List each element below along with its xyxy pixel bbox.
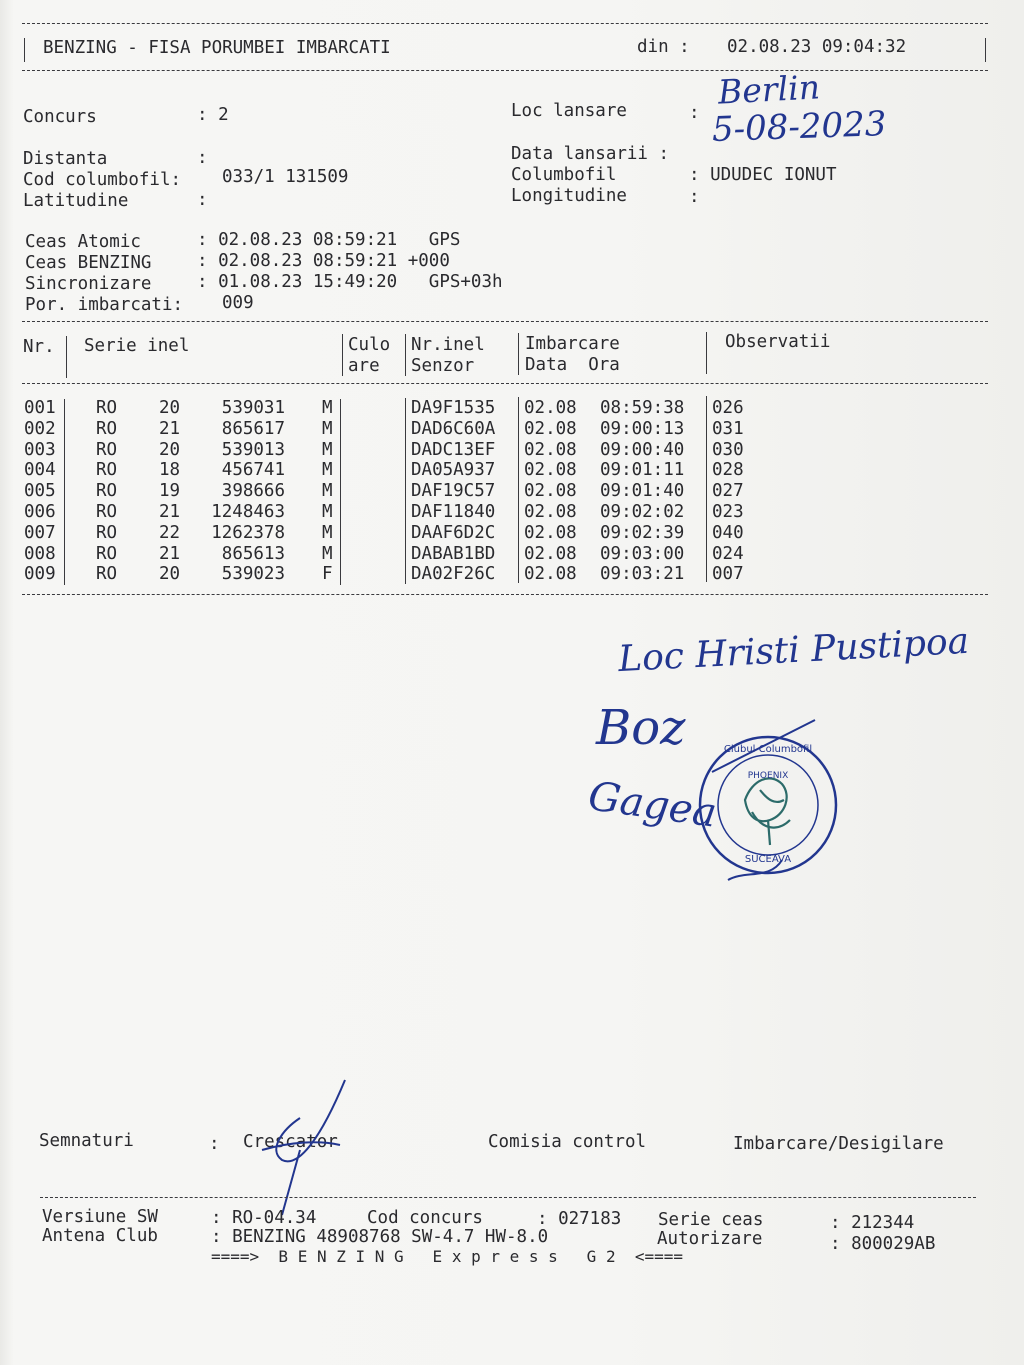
cod-concurs-label: Cod concurs: [367, 1208, 483, 1228]
cell-ora: 09:02:02: [600, 502, 685, 522]
sincronizare-label: Sincronizare: [25, 274, 152, 294]
sincronizare-value: : 01.08.23 15:49:20 GPS+03h: [197, 272, 503, 292]
cell-ora: 09:01:40: [600, 481, 685, 502]
benzing-banner: ====> B E N Z I N G E x p r e s s G 2 <====: [211, 1247, 684, 1266]
cell-tara: RO: [96, 418, 118, 439]
semnaturi-sep: :: [209, 1134, 220, 1154]
cell-nr: 006: [24, 502, 56, 522]
cell-inel: 456741: [221, 460, 285, 481]
serie-ceas-value: : 212344: [830, 1213, 915, 1233]
cell-an: 20: [159, 564, 181, 585]
col-header-nrinel-2: Senzor: [411, 356, 475, 376]
cell-observatii: 024: [712, 543, 744, 564]
cell-nr: 005: [24, 481, 56, 502]
cell-senzor: DA02F26C: [411, 564, 496, 585]
cell-observatii: 023: [712, 502, 744, 522]
cell-observatii: 030: [712, 439, 744, 460]
cell-sex: M: [322, 481, 333, 502]
handwritten-data-lansarii: 5-08-2023: [711, 103, 888, 151]
cell-data: 02.08: [524, 543, 577, 564]
cell-nr: 009: [24, 564, 56, 585]
cell-observatii: 027: [712, 481, 744, 502]
stamp-bottom-text: SUCEAVA: [744, 854, 792, 865]
cell-senzor: DAF19C57: [411, 481, 496, 502]
cell-inel: 865613: [221, 543, 285, 564]
longitudine-value: :: [689, 187, 700, 207]
cell-tara: RO: [96, 543, 118, 564]
stamp-center-text: PHOENIX: [747, 771, 789, 781]
comisia-control-label: Comisia control: [488, 1132, 647, 1152]
cell-an: 21: [159, 543, 181, 564]
concurs-value: : 2: [197, 105, 229, 125]
cell-observatii: 007: [712, 564, 744, 585]
cell-data: 02.08: [524, 481, 577, 502]
cell-senzor: DA05A937: [411, 460, 496, 481]
cell-senzor: DAD6C60A: [411, 418, 496, 439]
cell-ora: 09:03:21: [600, 564, 685, 585]
cell-sex: M: [322, 439, 333, 460]
cell-data: 02.08: [524, 564, 577, 585]
cell-an: 21: [159, 502, 181, 522]
handwritten-name-1: Boz: [596, 700, 686, 756]
cell-an: 19: [159, 481, 181, 502]
cell-nr: 008: [24, 543, 56, 564]
ceas-benzing-label: Ceas BENZING: [25, 253, 152, 273]
cell-an: 18: [159, 460, 181, 481]
cell-tara: RO: [96, 398, 118, 418]
handwritten-name-2: Gagea: [585, 773, 720, 837]
cell-inel: 539013: [221, 439, 285, 460]
cod-columbofil-label: Cod columbofil:: [23, 170, 182, 190]
cell-senzor: DABAB1BD: [411, 543, 496, 564]
cell-ora: 09:00:13: [600, 418, 685, 439]
cell-inel: 865617: [221, 418, 285, 439]
col-header-nr: Nr.: [23, 337, 55, 357]
col-header-imbarcare-2: Data Ora: [525, 355, 620, 375]
cell-tara: RO: [96, 460, 118, 481]
cod-concurs-value: : 027183: [537, 1209, 622, 1229]
imbarcare-desigilare-label: Imbarcare/Desigilare: [733, 1134, 944, 1154]
serie-ceas-label: Serie ceas: [658, 1210, 764, 1230]
cell-ora: 09:03:00: [600, 543, 685, 564]
antena-club-value: : BENZING 48908768 SW-4.7 HW-8.0: [211, 1227, 549, 1247]
distanta-value: :: [197, 148, 208, 168]
col-header-nrinel-1: Nr.inel: [411, 335, 485, 355]
semnaturi-label: Semnaturi: [39, 1131, 134, 1151]
ceas-atomic-value: : 02.08.23 08:59:21 GPS: [197, 230, 461, 250]
cod-columbofil-value: 033/1 131509: [222, 167, 349, 187]
cell-data: 02.08: [524, 522, 577, 543]
cell-tara: RO: [96, 564, 118, 585]
cell-nr: 007: [24, 522, 56, 543]
cell-an: 21: [159, 418, 181, 439]
cell-inel: 539023: [221, 564, 285, 585]
cell-tara: RO: [96, 481, 118, 502]
cell-nr: 003: [24, 439, 56, 460]
col-header-serie: Serie inel: [84, 336, 190, 356]
cell-ora: 08:59:38: [600, 398, 685, 418]
cell-inel: 398666: [221, 481, 285, 502]
din-label: din :: [637, 37, 690, 57]
handwritten-note: Loc Hristi Pustipoa: [617, 620, 971, 681]
cell-observatii: 028: [712, 460, 744, 481]
porumbei-imbarcati-label: Por. imbarcati:: [25, 295, 184, 315]
cell-observatii: 040: [712, 522, 744, 543]
porumbei-imbarcati-value: 009: [222, 293, 254, 313]
cell-inel: 1248463: [211, 502, 285, 522]
divider-footer: [40, 1197, 976, 1198]
cell-sex: M: [322, 522, 333, 543]
cell-senzor: DA9F1535: [411, 398, 496, 418]
antena-club-label: Antena Club: [42, 1226, 158, 1246]
cell-data: 02.08: [524, 439, 577, 460]
cell-sex: M: [322, 398, 333, 418]
ceas-benzing-value: : 02.08.23 08:59:21 +000: [197, 251, 450, 271]
cell-sex: M: [322, 543, 333, 564]
cell-tara: RO: [96, 522, 118, 543]
crescator-label: Crescator: [243, 1132, 338, 1152]
col-header-observatii: Observatii: [725, 332, 831, 352]
cell-nr: 004: [24, 460, 56, 481]
longitudine-label: Longitudine: [511, 186, 627, 206]
cell-sex: M: [322, 502, 333, 522]
columbofil-label: Columbofil: [511, 165, 617, 185]
document-title: BENZING - FISA PORUMBEI IMBARCATI: [43, 38, 391, 58]
cell-observatii: 031: [712, 418, 744, 439]
cell-nr: 002: [24, 418, 56, 439]
concurs-label: Concurs: [23, 107, 97, 127]
col-header-imbarcare-1: Imbarcare: [525, 334, 620, 354]
cell-senzor: DADC13EF: [411, 439, 496, 460]
cell-data: 02.08: [524, 502, 577, 522]
col-header-culoare-2: are: [348, 356, 380, 376]
ceas-atomic-label: Ceas Atomic: [25, 232, 141, 252]
autorizare-value: : 800029AB: [830, 1234, 936, 1254]
cell-sex: M: [322, 418, 333, 439]
cell-ora: 09:02:39: [600, 522, 685, 543]
cell-inel: 1262378: [211, 522, 285, 543]
cell-data: 02.08: [524, 418, 577, 439]
handwritten-loc-lansare: Berlin: [717, 67, 821, 112]
cell-tara: RO: [96, 439, 118, 460]
cell-observatii: 026: [712, 398, 744, 418]
columbofil-value: : UDUDEC IONUT: [689, 165, 837, 185]
cell-tara: RO: [96, 502, 118, 522]
cell-ora: 09:01:11: [600, 460, 685, 481]
latitudine-label: Latitudine: [23, 191, 129, 211]
col-header-culoare-1: Culo: [348, 335, 391, 355]
autorizare-label: Autorizare: [657, 1229, 763, 1249]
versiune-sw-label: Versiune SW: [42, 1207, 158, 1227]
cell-nr: 001: [24, 398, 56, 418]
stamp-top-text: Clubul Columbofil: [723, 744, 813, 755]
cell-ora: 09:00:40: [600, 439, 685, 460]
cell-an: 20: [159, 439, 181, 460]
cell-senzor: DAF11840: [411, 502, 496, 522]
cell-data: 02.08: [524, 398, 577, 418]
distanta-label: Distanta: [23, 149, 108, 169]
cell-sex: M: [322, 460, 333, 481]
cell-an: 22: [159, 522, 181, 543]
data-lansarii-label: Data lansarii :: [511, 144, 670, 164]
cell-an: 20: [159, 398, 181, 418]
loc-lansare-label: Loc lansare: [511, 101, 627, 121]
cell-data: 02.08: [524, 460, 577, 481]
cell-senzor: DAAF6D2C: [411, 522, 496, 543]
cell-sex: F: [322, 564, 333, 585]
cell-inel: 539031: [221, 398, 285, 418]
latitudine-value: :: [197, 190, 208, 210]
loc-lansare-sep: :: [689, 103, 700, 123]
print-timestamp: 02.08.23 09:04:32: [727, 37, 907, 57]
versiune-sw-value: : RO-04.34: [211, 1208, 317, 1228]
